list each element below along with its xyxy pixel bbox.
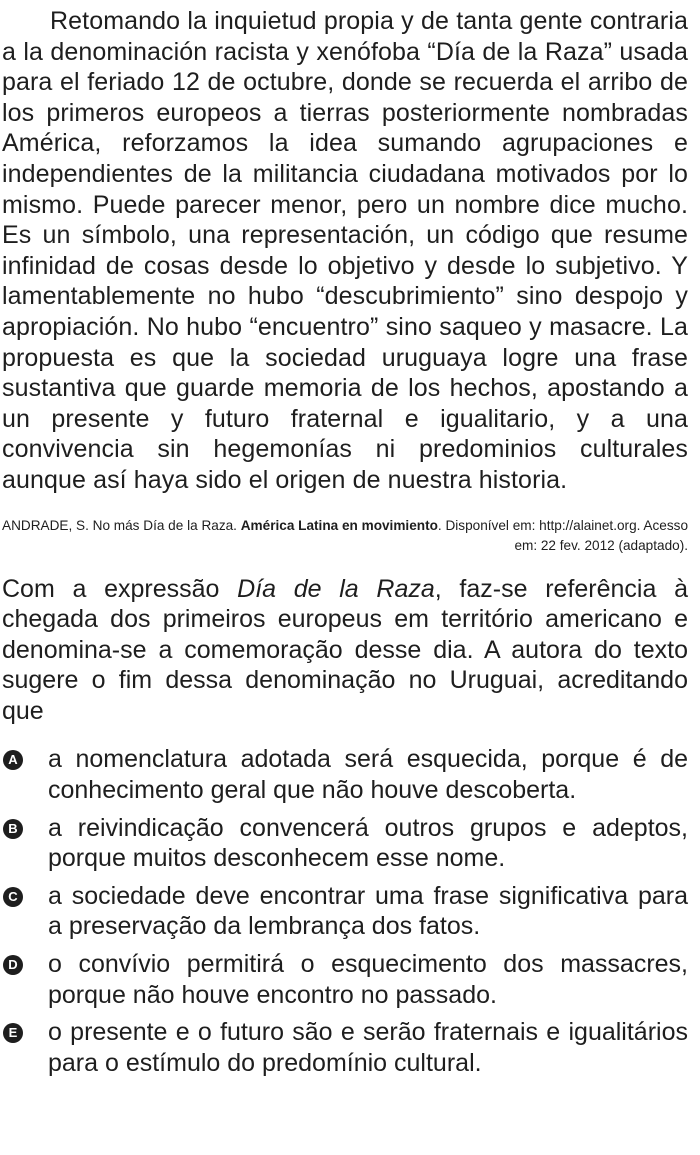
option-b-text: a reivindicação convencerá outros grupos e adeptos, porque muitos desconhecem esse nome. bbox=[48, 813, 688, 873]
stem-expression: Día de la Raza bbox=[237, 574, 435, 603]
option-a-letter-icon: A bbox=[3, 750, 23, 770]
option-e-text: o presente e o futuro são e serão fraternais e igualitários para o estímulo do predomínio cultural. bbox=[48, 1018, 688, 1077]
option-c-letter-icon: C bbox=[3, 887, 23, 907]
citation-publication: América Latina en movimiento bbox=[240, 517, 438, 533]
option-b-letter-icon: B bbox=[3, 819, 23, 839]
option-c-text: a sociedade deve encontrar uma frase significativa para a preservação da lembrança dos fatos. bbox=[48, 881, 688, 941]
option-e[interactable] bbox=[2, 1017, 688, 1078]
answer-options bbox=[2, 744, 688, 1078]
stem-intro: Com a expressão bbox=[2, 574, 238, 603]
option-d[interactable] bbox=[2, 949, 688, 1010]
citation-author-title: ANDRADE, S. No más Día de la Raza. bbox=[2, 517, 241, 533]
source-citation bbox=[2, 516, 688, 556]
option-b[interactable] bbox=[2, 813, 688, 874]
option-a-text: a nomenclatura adotada será esquecida, porque é de conhecimento geral que não houve descoberta. bbox=[48, 745, 688, 805]
passage-text: Retomando la inquietud propia y de tanta gente contraria a la denominación racista y xenófoba “Día de la Raza” usada para el feriado 12 de octubre, donde se recuerda el arribo de los primeros europeos a tierras posteriormente nombradas América, reforzamos la idea sumando agrupaciones e independientes de la militancia ciudadana motivados por lo mismo. Puede parecer menor, pero un nombre dice mucho. Es un símbolo, una representación, un código que resume infinidad de cosas desde lo objetivo y desde lo subjetivo. Y lamentablemente no hubo “descubrimiento” sino despojo y apropiación. No hubo “encuentro” sino saqueo y masacre. La propuesta es que la sociedad uruguaya logre una frase sustantiva que guarde memoria de los hechos, apostando a un presente y futuro fraternal e igualitario, y a una convivencia sin hegemonías ni predominios culturales aunque así haya sido el origen de nuestra historia. bbox=[2, 7, 688, 494]
question-stem bbox=[2, 574, 688, 727]
question-page bbox=[2, 6, 688, 1085]
option-a[interactable] bbox=[2, 744, 688, 805]
option-e-letter-icon: E bbox=[3, 1023, 23, 1043]
citation-access: . Disponível em: http://alainet.org. Acesso em: 22 fev. 2012 (adaptado). bbox=[437, 517, 689, 553]
option-d-letter-icon: D bbox=[3, 955, 23, 975]
stem-body: , faz-se referência à chegada dos primeiros europeus em território americano e denomina-se a comemoração desse dia. A autora do texto sugere o fim dessa denominação no Uruguai, acreditando que bbox=[2, 574, 688, 725]
option-c[interactable] bbox=[2, 881, 688, 942]
option-d-text: o convívio permitirá o esquecimento dos massacres, porque não houve encontro no passado. bbox=[48, 950, 688, 1009]
